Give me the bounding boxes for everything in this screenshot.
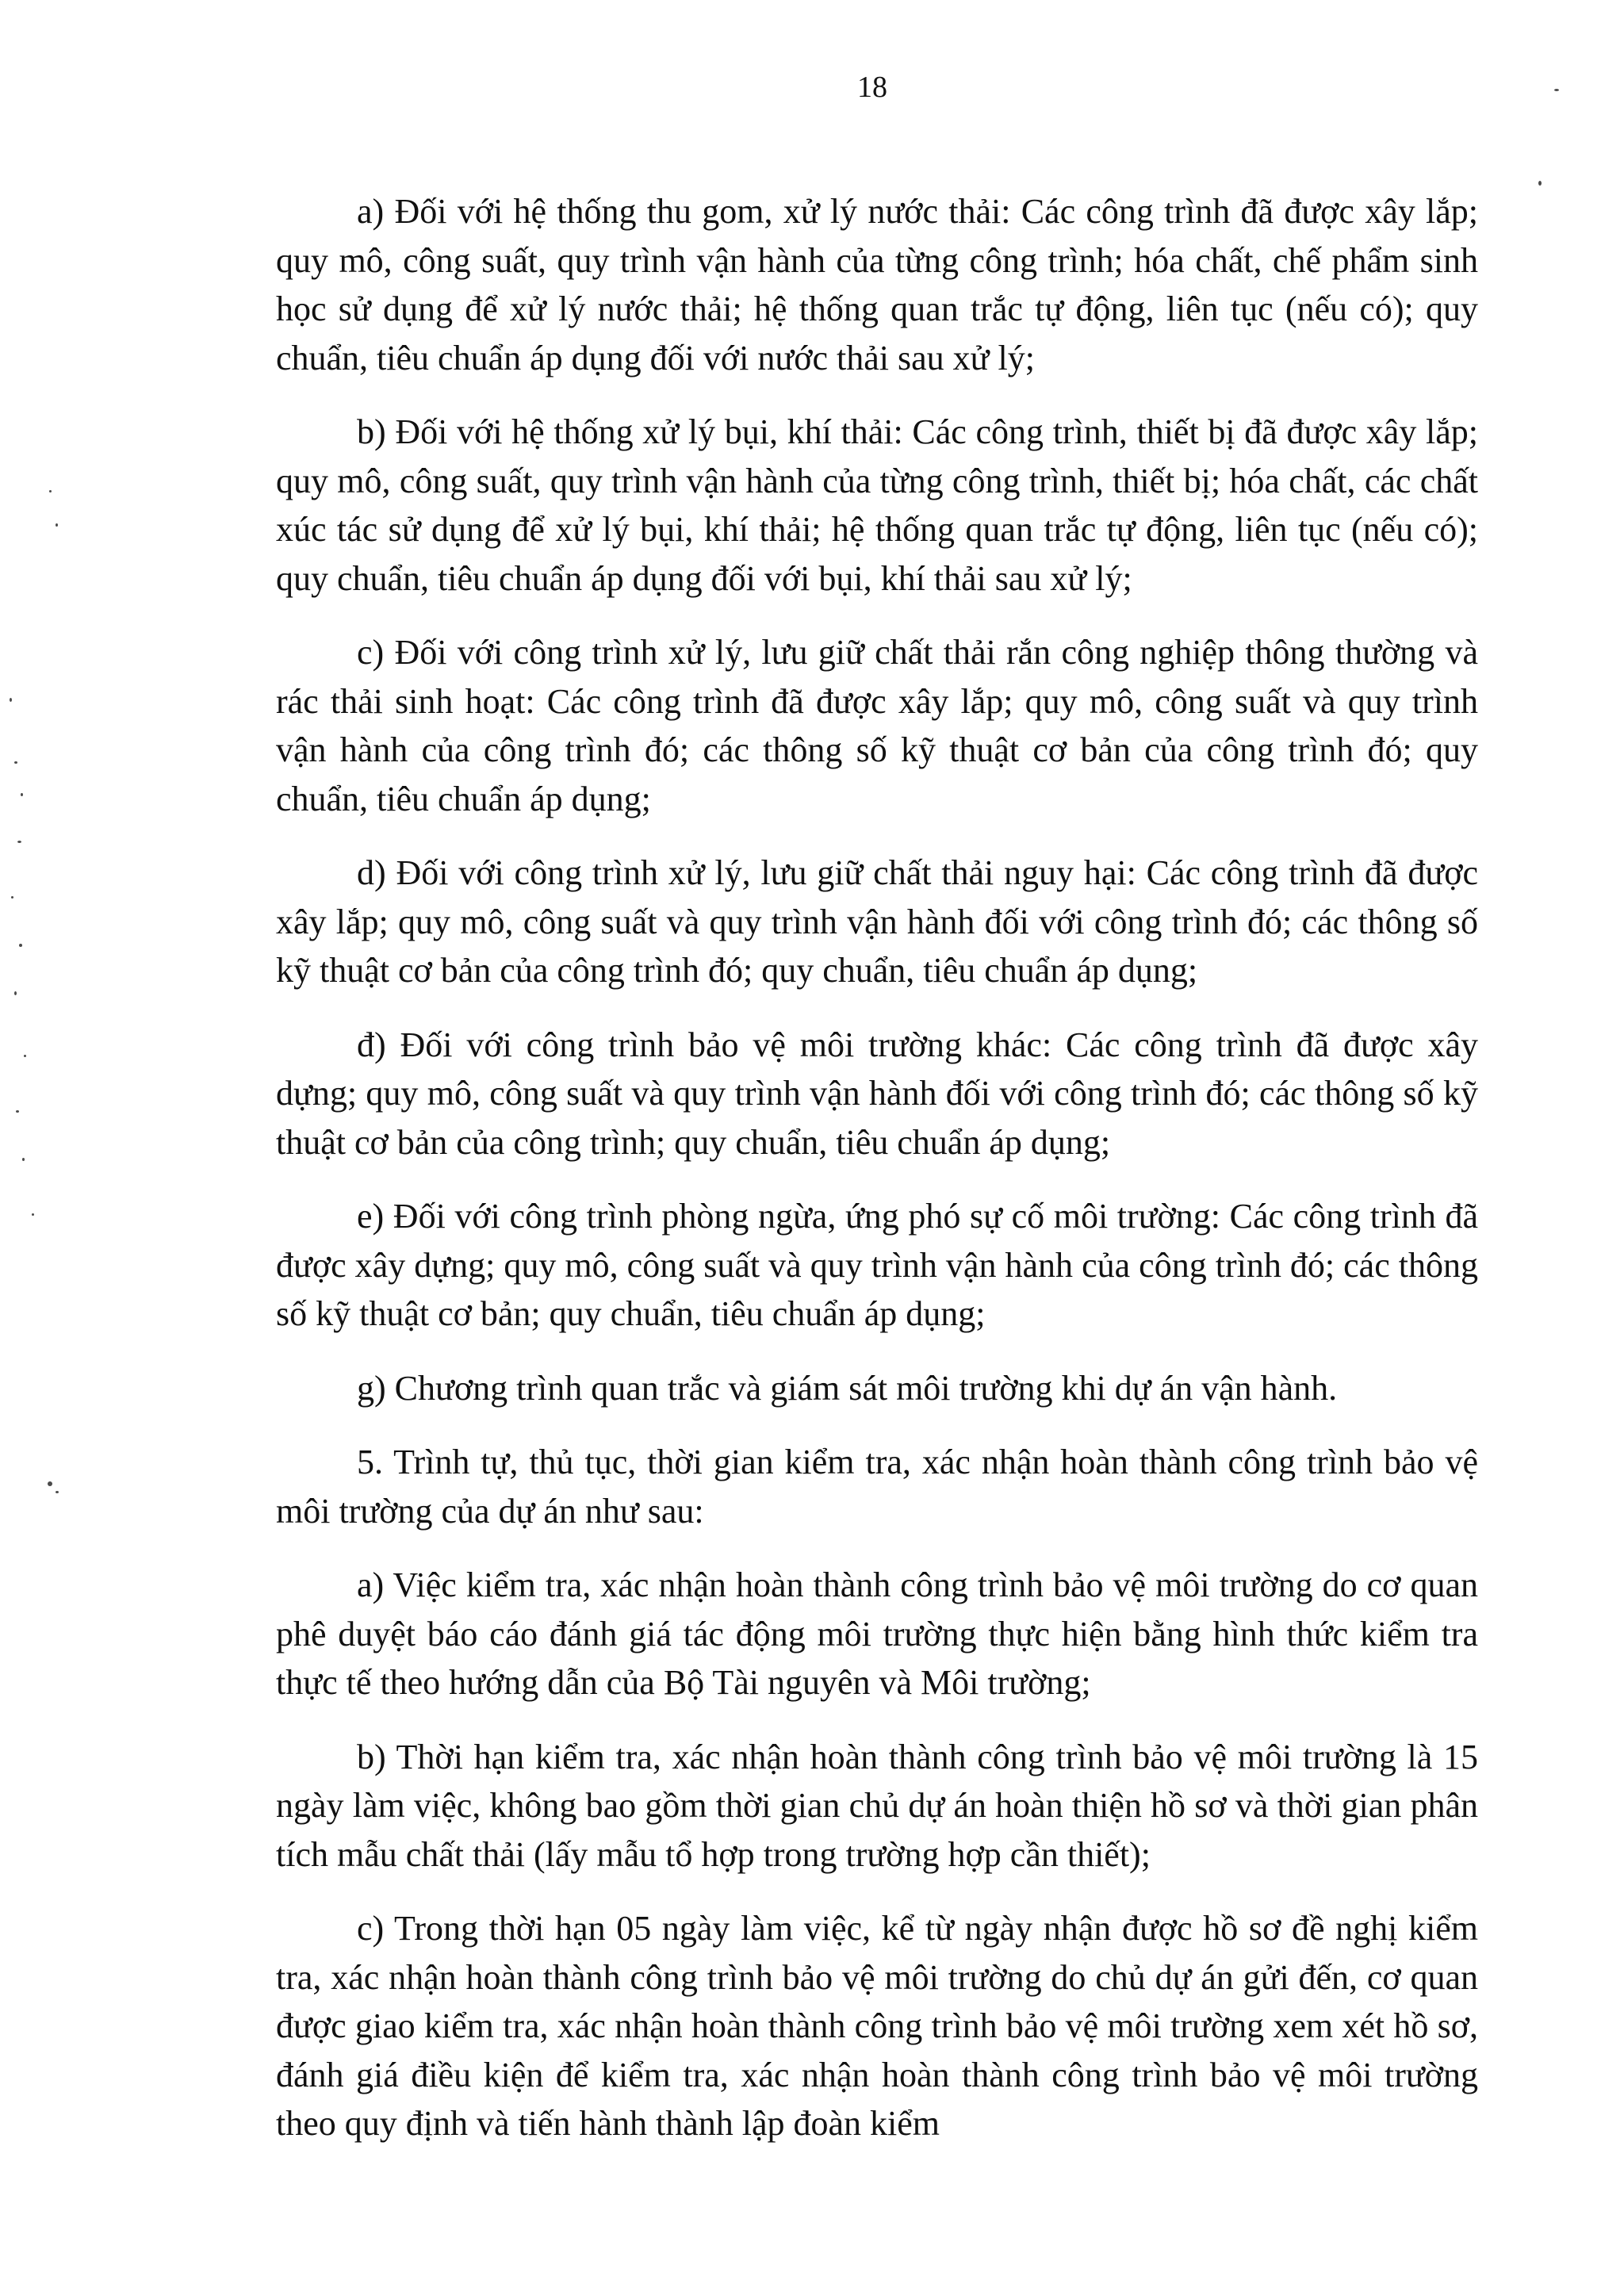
paragraph-c-solid-waste: c) Đối với công trình xử lý, lưu giữ chất thải rắn công nghiệp thông thường và rác thải sinh hoạt: Các công trình đã được xây lắp; quy mô, công suất và quy trình vận hành của công trình đó; các thông số kỹ thuật cơ bản của công trình đó; quy chuẩn, tiêu chuẩn áp dụng;: [276, 633, 1478, 818]
paragraph-g-monitoring: g) Chương trình quan trắc và giám sát môi trường khi dự án vận hành.: [357, 1368, 1338, 1408]
document-body: [276, 187, 1478, 2148]
paragraph-5-procedure: 5. Trình tự, thủ tục, thời gian kiểm tra, xác nhận hoàn thành công trình bảo vệ môi trường của dự án như sau:: [276, 1443, 1478, 1531]
paragraph-a-wastewater: a) Đối với hệ thống thu gom, xử lý nước thải: Các công trình đã được xây lắp; quy mô, công suất, quy trình vận hành của từng công trình; hóa chất, chế phẩm sinh học sử dụng để xử lý nước thải; hệ thống quan trắc tự động, liên tục (nếu có); quy chuẩn, tiêu chuẩn áp dụng đối với nước thải sau xử lý;: [276, 192, 1478, 377]
paragraph-e-incident-response: e) Đối với công trình phòng ngừa, ứng phó sự cố môi trường: Các công trình đã được xây dựng; quy mô, công suất và quy trình vận hành của công trình đó; các thông số kỹ thuật cơ bản; quy chuẩn, tiêu chuẩn áp dụng;: [276, 1197, 1478, 1333]
paragraph-d-hazardous-waste: d) Đối với công trình xử lý, lưu giữ chất thải nguy hại: Các công trình đã được xây lắp; quy mô, công suất và quy trình vận hành đối với công trình đó; các thông số kỹ thuật cơ bản của công trình đó; quy chuẩn, tiêu chuẩn áp dụng;: [276, 853, 1478, 990]
paragraph-5c-review: c) Trong thời hạn 05 ngày làm việc, kể từ ngày nhận được hồ sơ đề nghị kiểm tra, xác nhận hoàn thành công trình bảo vệ môi trường do chủ dự án gửi đến, cơ quan được giao kiểm tra, xác nhận hoàn thành công trình bảo vệ môi trường xem xét hồ sơ, đánh giá điều kiện để kiểm tra, xác nhận hoàn thành công trình bảo vệ môi trường theo quy định và tiến hành thành lập đoàn kiểm: [276, 1909, 1478, 2143]
paragraph-5b-deadline: b) Thời hạn kiểm tra, xác nhận hoàn thành công trình bảo vệ môi trường là 15 ngày làm việc, không bao gồm thời gian chủ dự án hoàn thiện hồ sơ và thời gian phân tích mẫu chất thải (lấy mẫu tổ hợp trong trường hợp cần thiết);: [276, 1737, 1478, 1874]
paragraph-dd-other-works: đ) Đối với công trình bảo vệ môi trường khác: Các công trình đã được xây dựng; quy mô, công suất và quy trình vận hành đối với công trình đó; các thông số kỹ thuật cơ bản của công trình; quy chuẩn, tiêu chuẩn áp dụng;: [276, 1025, 1478, 1162]
paragraph-5a-inspection: a) Việc kiểm tra, xác nhận hoàn thành công trình bảo vệ môi trường do cơ quan phê duyệt báo cáo đánh giá tác động môi trường thực hiện bằng hình thức kiểm tra thực tế theo hướng dẫn của Bộ Tài nguyên và Môi trường;: [276, 1565, 1478, 1702]
paragraph-b-dust-emissions: b) Đối với hệ thống xử lý bụi, khí thải: Các công trình, thiết bị đã được xây lắp; quy mô, công suất, quy trình vận hành của từng công trình, thiết bị; hóa chất, các chất xúc tác sử dụng để xử lý bụi, khí thải; hệ thống quan trắc tự động, liên tục (nếu có); quy chuẩn, tiêu chuẩn áp dụng đối với bụi, khí thải sau xử lý;: [276, 412, 1478, 598]
page-number: 18: [857, 71, 887, 104]
